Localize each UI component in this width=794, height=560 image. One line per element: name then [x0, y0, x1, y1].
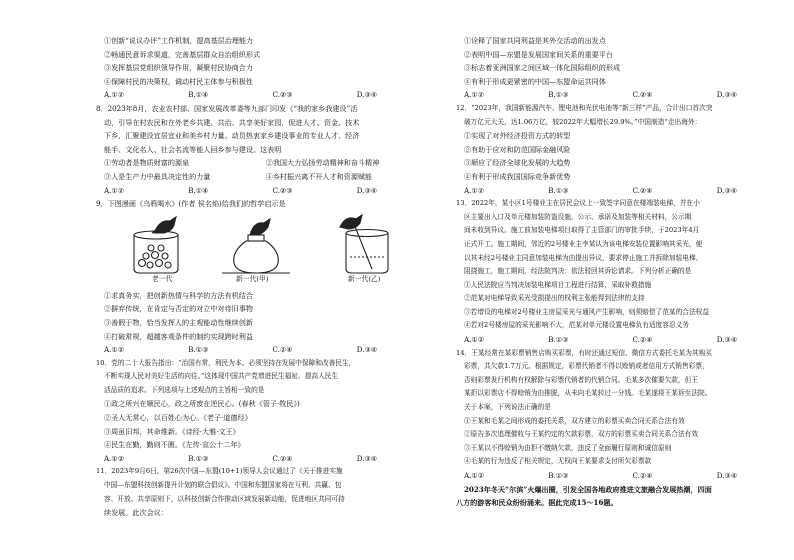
q14-stem-5: 关于本案，下列说法正确的是 — [464, 403, 551, 412]
q12-item-4: ④有利于形成我国国际竞争新优势 — [464, 171, 571, 181]
q11-option-d: D.③④ — [716, 90, 738, 100]
q13-option-b: B.①③ — [548, 335, 569, 345]
q10-stem-3: 活品质的追求。下列选项与上述观点的主旨相一致的是 — [104, 385, 265, 394]
q11-item-4: ④有利于形成更紧密的中国—东盟命运共同体 — [464, 76, 606, 86]
q11-options — [456, 88, 794, 102]
crow-cartoon-drawing — [114, 213, 434, 275]
q9-item-4: ④打破常规，超越客观条件的制约实现跨时利益 — [104, 331, 253, 341]
q13-item-3: ③若增设的电梯对2号楼业主房屋采光与通风产生影响，则须赔偿了范某的合法权益 — [464, 307, 710, 316]
q10-option-d: D.③④ — [356, 453, 378, 463]
q13-stem-1: 13．2022年，某小区1号楼业主在居民会议上一致签字同意在楼端装电梯，并在小 — [456, 199, 700, 208]
q10-item-1: ①政之所兴在顺民心，政之所废在逆民心。(春秋《管子·牧民》) — [104, 399, 300, 409]
caption-new-generation-b: 新一代(乙) — [348, 274, 381, 283]
q13-option-a: A.①② — [464, 335, 485, 345]
q8-options — [96, 184, 441, 198]
q10-option-a: A.①② — [104, 453, 125, 463]
caption-old-generation: 老一代 — [152, 274, 173, 283]
q13-stem-2: 区主要出入口及单元楼加装防盗设施、公示、承诺及加装等相关材料，公示期 — [464, 212, 692, 221]
q7-option-a: A.①② — [104, 90, 125, 100]
q12-item-3: ③顺应了经济全球化发展的大趋势 — [464, 158, 571, 168]
q13-stem-6: 阻挠施工，施工期间，经法院判决：依法驳回其诉讼请求。下列分析正确的是 — [464, 267, 692, 276]
q11-item-2: ②表明中国—东盟是发展国家间关系的重要平台 — [464, 49, 613, 59]
q8-option-d: D.③④ — [356, 185, 378, 195]
q13-option-d: D.③④ — [716, 335, 738, 345]
q14-option-b: B.①③ — [548, 471, 569, 480]
q13-options — [456, 333, 794, 347]
q11-option-b: B.①③ — [548, 90, 569, 100]
q10-stem-1: 10．党的二十大报告指出：“治国有常，利民为本。必须坚持在发展中保障和改善民生， — [96, 358, 356, 367]
q14-stem-4: 某拒以彩票店不得赊销为由推脱，从未向毛某转过一分钱。毛某遂将王某诉至法院。 — [464, 389, 712, 398]
q10-stem-2: 不断实现人民对美好生活的向往。”这体现中国共产党增进民生福祉、提高人民生 — [104, 372, 339, 381]
q11-stem-3: 容、开放、共享原则下，以科技创新合作推动区域发展新动能，促进地区共同可持 — [104, 494, 345, 503]
q14-stem-3: 否则彩票发行机构有权解除与彩票代销者的代销合同。毛某多次催要欠款，但王 — [464, 375, 699, 384]
q14-item-1: ①王某和毛某之间形成的委托关系，双方建立的彩票买卖合同关系合法有效 — [464, 416, 685, 425]
q8-option-b: B.①④ — [188, 185, 209, 195]
q7-options — [96, 88, 441, 102]
left-column — [96, 34, 441, 520]
q10-item-4: ④民生在勤，勤则不匮。《左传·宣公十二年》 — [104, 440, 245, 450]
q11-stem-2: 中国—东盟科技创新提升计划的联合倡议》。中国和东盟国家将在互利、共赢、包 — [104, 481, 342, 490]
q8-items-row-2 — [96, 170, 441, 184]
q9-option-d: D.③④ — [356, 345, 378, 355]
q8-item-4: ④乡村振兴离不开人才和资源赋能 — [265, 171, 373, 181]
q9-option-c: C.②④ — [272, 345, 293, 355]
q8-stem-4: 能手、文化名人、社会名流等能人回乡参与建设。这表明 — [104, 144, 282, 154]
q14-option-c: C.②④ — [632, 471, 653, 480]
q9-item-1: ①求真务实，把创新热情与科学的方法有机结合 — [104, 290, 253, 300]
q14-options — [456, 469, 794, 483]
q12-option-b: B.①③ — [548, 185, 569, 195]
q11-item-3: ③标志着亚洲国家之间区域一体化国际组织的形成 — [464, 63, 621, 73]
q9-option-a: A.①② — [104, 345, 125, 355]
q8-stem-1: 8．2023年8月，农业农村部、国家发展改革委等九部门印发《“我的家乡我建设”活 — [96, 103, 358, 113]
q9-item-3: ③善假于物，恰当发挥人的主观能动性继续创新 — [104, 317, 253, 327]
q10-item-3: ③周虽旧邦，其命维新。《诗经·大雅·文王》 — [104, 426, 240, 436]
q12-item-2: ②有助于应对和防范国际金融风险 — [464, 144, 571, 154]
q9-item-2: ②摒弃传统，在肯定与否定的对立中对待旧事物 — [104, 304, 253, 314]
q13-stem-3: 间未收到异议。施工前加装电梯项目取得了主管部门的审批手续，于2023年4月 — [464, 226, 700, 235]
q7-item-3: ③发挥基层党组织领导作用，凝聚村民协商合力 — [104, 63, 253, 73]
q11-item-1: ①诠释了国家共同利益是其外交活动的出发点 — [464, 36, 606, 45]
q12-option-c: C.②④ — [632, 185, 653, 195]
q7-item-1: ①创新“说议办评”工作机制，提高基层治理能力 — [104, 36, 254, 45]
q14-item-3: ③王某以不得赊销为由拒不缴纳欠款，违反了全面履行原则和诚信原则 — [464, 443, 672, 452]
q14-option-a: A.①② — [464, 471, 485, 480]
q8-item-3: ③人是生产力中最具决定性的力量 — [104, 171, 211, 181]
q7-option-d: D.③④ — [356, 90, 378, 100]
q8-item-2: ②我国大力弘扬劳动精神和奋斗精神 — [265, 158, 380, 168]
passage-intro-1: 2023年冬天“尔滨”火爆出圈，引发全国各地政府推进文旅融合发展热潮，四面 — [464, 484, 712, 494]
q12-stem-1: 12．“2023年，我国新能源汽车、锂电池和光伏电池等“新三样”产品，合计出口首次突 — [456, 103, 713, 112]
q10-item-2: ②圣人无常心，以百姓心为心。《老子·道德经》 — [104, 413, 252, 423]
q7-item-2: ②畅通民意诉求渠道，完善基层群众自治组织形式 — [104, 49, 261, 59]
q10-options — [96, 452, 441, 466]
right-column — [456, 34, 794, 510]
q13-item-2: ②范某对电梯导致采光受损提出的权利主张能得到法律的支持 — [464, 294, 645, 303]
q12-item-1: ①实现了对外经济投资方式的转型 — [464, 131, 571, 141]
crow-cartoon — [96, 213, 441, 287]
q12-options — [456, 184, 794, 198]
q10-option-b: B.①③ — [188, 453, 209, 463]
q9-stem: 9．下图漫画《乌鸦喝水》(作者 侯名焰)给我们的哲学启示是 — [96, 199, 286, 209]
q11-option-c: C.②④ — [632, 90, 653, 100]
q12-option-d: D.③④ — [716, 185, 738, 195]
q8-item-1: ①劳动者是物质财富的源泉 — [104, 158, 190, 168]
q10-option-c: C.②④ — [272, 453, 293, 463]
q11-option-a: A.①② — [464, 90, 485, 100]
caption-new-generation-a: 新一代(甲) — [236, 274, 269, 283]
q13-item-4: ④若对2号楼房屋的采光影响不大，范某对单元楼设置电梯负有适度容忍义务 — [464, 321, 689, 330]
q14-stem-1: 14．王某经常在某彩票销售店购买彩票，有时还通过短信、微信方式委托毛某为其购买 — [456, 348, 712, 357]
q14-item-4: ④毛某的行为违反了相关规定，无权向王某要求支付所欠彩票款 — [464, 457, 652, 466]
q11-stem-1: 11．2023年9月6日，第26次中国—东盟(10+1)领导人会议通过了《关于推进实施 — [96, 467, 343, 476]
q13-option-c: C.②④ — [632, 335, 653, 345]
q8-option-c: C.②③ — [272, 185, 293, 195]
new-generation-b-figure — [340, 215, 388, 273]
q13-item-1: ①人民法院应当判决加装电梯项目工程进行结算，采取补救措施 — [464, 280, 652, 289]
old-generation-figure — [134, 217, 178, 273]
q12-option-a: A.①② — [464, 185, 485, 195]
q7-item-4: ④保障村民的决策权，调动村民主体参与积极性 — [104, 76, 253, 86]
q8-stem-3: 下乡，汇聚建设宜居宜业和美乡村力量。动员热衷家乡建设事业的专业人才、经济 — [104, 131, 360, 141]
q14-stem-2: 彩票，共欠款1.7万元。根据规定，彩票代销者不得以赊销或者信用方式销售彩票， — [464, 362, 709, 371]
q8-option-a: A.①② — [104, 185, 125, 195]
q8-items-row-1 — [96, 156, 441, 170]
q7-option-b: B.①④ — [188, 90, 209, 100]
passage-intro-2: 八方的游客和民众纷纷涌来。据此完成15～16题。 — [456, 498, 618, 508]
q9-option-b: B.①③ — [188, 345, 209, 355]
new-generation-a-figure — [222, 219, 290, 273]
q12-stem-2: 破万亿元大关，达1.06万亿，较2022年大幅增长29.9%。”中国制造“走出海外： — [464, 117, 702, 126]
q8-stem-2: 动，引导在村农民和在外老乡共建、共治、共享美好家园，促进人才、资金、技术 — [104, 117, 360, 127]
q7-option-c: C.②③ — [272, 90, 293, 100]
q14-option-d: D.③④ — [716, 471, 738, 480]
q9-options — [96, 343, 441, 357]
q13-stem-4: 正式开工。施工期间，邻近的2号楼业主李某认为该电梯安装位置影响其采光，便 — [464, 239, 703, 248]
q14-item-2: ②原告多次追理催收与王某约定的欠款彩票，双方的彩票买卖合同关系合法有效 — [464, 430, 699, 439]
q11-stem-4: 续发展。此次会议： — [104, 508, 168, 518]
q13-stem-5: 以其未经2号楼业主同意加装电梯为由提出异议，要求停止施工并拆除加装电梯、 — [464, 253, 703, 262]
